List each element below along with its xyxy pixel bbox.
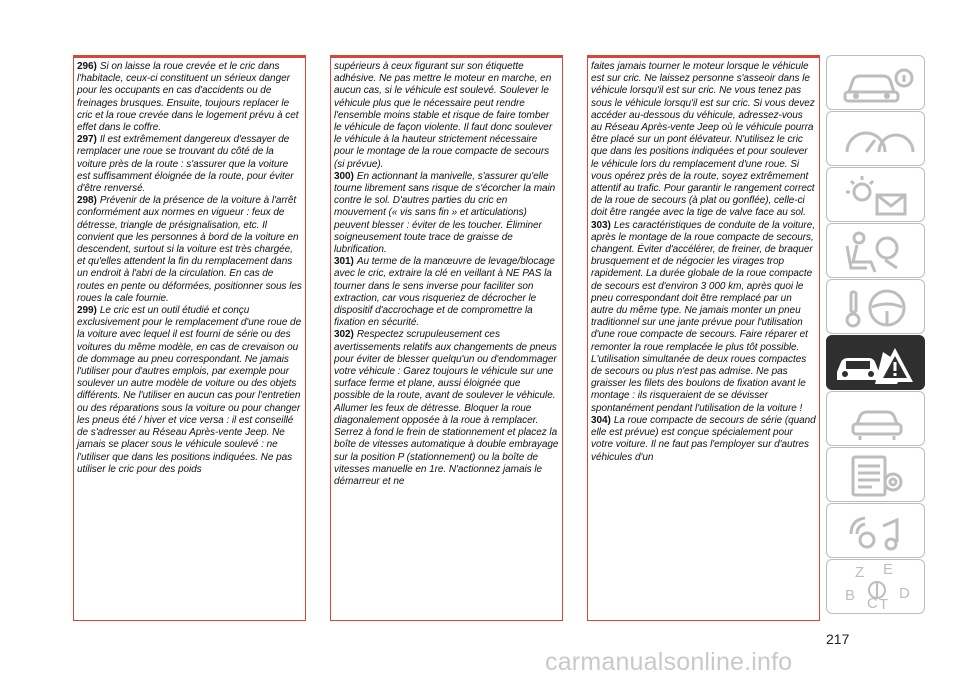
note-paragraph [591,415,816,464]
note-paragraph [591,61,816,220]
index-letter-z: Z [855,564,865,581]
emergency-hazard-icon [827,336,926,391]
note-text: Les caractéristiques de conduite de la voiture, après le montage de la roue compacte de secours, changent. Éviter d'accélérer, de freiner, de braquer brusquement et de négocier les virages trop rapidement. La durée globale de la roue compacte de secours est d'environ 3 000 km, après quoi le pneu correspondant doit être remplacé par un autre du même type. Ne jamais monter un pneu traditionnel sur une jante prévue pour l'utilisation d'une roue compacte de secours. Faire réparer et remonter la roue remplacée le plus tôt possible. L'utilisation simultanée de deux roues compactes de secours ou plus n'est pas admise. Ne pas graisser les filets des boulons de fixation avant le montage : ils risqueraient de se dévisser spontanément pendant l'utilisation de la voiture ! [591,219,815,414]
note-number: 299) [77,305,97,317]
note-paragraph [334,256,559,329]
steering-wheel-icon [827,280,926,335]
airbag-seat-icon [827,224,926,279]
note-number: 297) [77,134,97,146]
alphabetical-index-icon [827,560,926,615]
technical-data-icon [827,448,926,503]
note-paragraph [77,305,302,476]
note-text: Il est extrêmement dangereux d'essayer de remplacer une roue se trouvant du côté de la voiture près de la route : s'assurer que la voiture est suffisamment éloignée de la route, pour éviter d'être renversé. [77,134,294,195]
multimedia-icon [827,504,926,559]
note-text: faites jamais tourner le moteur lorsque le véhicule est sur cric. Ne laissez personne s'asseoir dans le véhicule lorsqu'il est sur cric. Ne vous tenez pas sous le véhicule lorsqu'il est sur cric. Si vous devez accéder au-dessous du véhicule, adressez-vous au Réseau Après-vente Jeep où le véhicule pourra être placé sur un pont élévateur. N'utilisez le cric que dans les positions indiquées et pour soulever le véhicule lors du remplacement d'une roue. Si vous opérez près de la route, soyez extrêmement attentif au trafic. Pour garantir le rangement correct de la roue de secours (à plat ou gonflée), celle-ci doit être rangée avec la tige de valve face au sol. [591,61,815,219]
note-text: Respectez scrupuleusement ces avertissements relatifs aux changements de pneus pour éviter de blesser quelqu'un ou d'endommager votre véhicule : Garez toujours le véhicule sur une surface ferme et plane, aussi éloignée que possible de la route, avant de soulever le véhicule. Allumer les feux de détresse. Bloquer la roue diagonalement opposée à la roue à remplacer. Serrez à fond le frein de stationnement et placez la boîte de vitesses automatique à double embrayage sur la position P (stationnement) ou la boîte de vitesses manuelle en 1re. N'actionnez jamais le démarreur et ne [334,329,559,487]
note-paragraph [334,61,559,171]
note-paragraph [77,61,302,134]
car-maintenance-icon [827,392,926,447]
note-number: 298) [77,195,97,207]
note-text: La roue compacte de secours de série (quand elle est prévue) est conçue spécialement pour votre voiture. Il ne faut pas l'employer sur d'autres véhicules d'un [591,414,816,463]
note-number: 302) [334,329,354,341]
note-text: Si on laisse la roue crevée et le cric dans l'habitacle, ceux-ci constituent un sérieux danger pour les occupants en cas d'accidents ou de freinages brusques. Ensuite, toujours replacer le cric et la roue crevée dans le logement prévu à cet effet dans le coffre. [77,61,299,134]
tab-safety[interactable] [826,223,925,278]
note-number: 296) [77,61,97,72]
tab-index[interactable] [826,559,925,614]
note-text: Le cric est un outil étudié et conçu exclusivement pour le remplacement d'une roue de la voiture avec lequel il est fourni de série ou des voitures du même modèle, en cas de crevaison ou de dommage au pneu correspondant. Ne jamais l'utiliser pour d'autres emplois, par exemple pour soulever un autre modèle de voiture ou des objets différents. Ne l'utiliser en aucun cas pour l'entretien ou des réparations sous la voiture ou pour changer les pneus été / hiver et vice versa : il est conseillé de s'adresser au Réseau Après-vente Jeep. Ne jamais se placer sous le véhicule soulevé : ne l'utiliser que dans les positions indiquées. Ne pas utiliser le cric pour des poids [77,305,302,475]
index-letter-c: C [867,595,878,612]
index-letter-e: E [883,561,894,578]
text-column-3 [587,55,820,621]
index-letter-b: B [845,587,856,604]
tab-maintenance[interactable] [826,391,925,446]
note-paragraph [334,171,559,256]
index-letter-d: D [899,585,910,602]
index-letter-t: T [879,596,889,613]
page-number: 217 [826,631,850,647]
dashboard-gauge-icon [827,112,926,167]
note-text: Prévenir de la présence de la voiture à l'arrêt conformément aux normes en vigueur : feux de détresse, triangle de présignalisation, etc. Il convient que les personnes à bord de la voiture en descendent, surtout si la voiture est très chargée, et qu'elles attendent la fin du remplacement dans un endroit à l'abri de la circulation. En cas de routes en pente ou déformées, positionner sous les roues la cale fournie. [77,195,302,304]
tab-dashboard[interactable] [826,111,925,166]
note-number: 300) [334,170,354,182]
note-paragraph [77,195,302,305]
tab-technical-data[interactable] [826,447,925,502]
lights-mail-icon [827,168,926,223]
note-text: Au terme de la manœuvre de levage/blocage avec le cric, extraire la clé en veillant à NE PAS la tourner dans le sens inverse pour faciliter son extraction, car vous risqueriez de décrocher le dispositif d'accrochage et de compromettre la fixation en sécurité. [334,256,555,329]
note-text: supérieurs à ceux figurant sur son étiquette adhésive. Ne pas mettre le moteur en marche, en aucun cas, si le véhicule est soulevé. Soulever le véhicule plus que le nécessaire peut rendre l'ensemble moins stable et risque de faire tomber le véhicule de façon violente. Il faut donc soulever le véhicule à la hauteur strictement nécessaire pour le montage de la roue compacte de secours (si prévue). [334,61,553,170]
note-paragraph [77,134,302,195]
tab-car-info[interactable] [826,55,925,110]
tab-multimedia[interactable] [826,503,925,558]
tab-starting-driving[interactable] [826,279,925,334]
note-paragraph [334,329,559,488]
note-number: 304) [591,414,611,426]
note-number: 301) [334,256,354,268]
tab-emergency[interactable] [826,335,925,390]
note-text: En actionnant la manivelle, s'assurer qu'elle tourne librement sans risque de s'écorcher la main contre le sol. D'autres parties du cric en mouvement (« vis sans fin » et articulations) peuvent blesser : éviter de les toucher. Éliminer soigneusement toute trace de graisse de lubrification. [334,170,556,256]
note-number: 303) [591,219,611,231]
text-column-2 [330,55,563,621]
tab-lights[interactable] [826,167,925,222]
watermark: carmanualsonline.info [545,648,793,676]
note-paragraph [591,220,816,415]
text-column-1 [73,55,306,621]
car-info-icon [827,56,926,111]
